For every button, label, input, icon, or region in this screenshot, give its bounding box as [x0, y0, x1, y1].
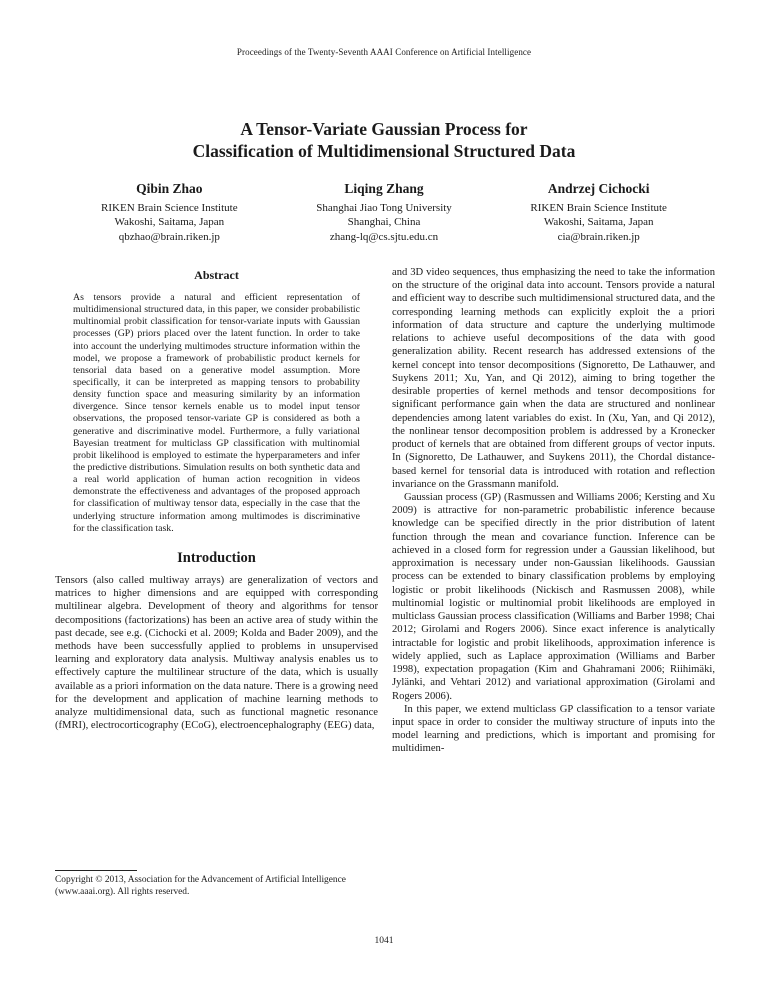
paper-title-line-2: Classification of Multidimensional Structured Data — [192, 141, 576, 162]
author-affiliation: RIKEN Brain Science Institute — [530, 202, 667, 214]
abstract-text: As tensors provide a natural and efficient representation of multidimensional structured data, in this paper, we consider probabilistic multinomial probit classification for tensor-variate inputs with Gaussian processes (GP) priors placed over the latent function. In order to take into account the underlying multimodes structure information within the model, we propose a framework of probabilistic product kernels for tensorial data based on a generative model assumption. More specifically, it can be interpreted as mapping tensors to probability density function space and measuring similarity by an information divergence. Since tensor kernels enable us to model input tensor observations, the proposed tensor-variate GP is considered as both a generative and discriminative model. Furthermore, a fully variational Bayesian treatment for multiclass GP classification with multinomial probit likelihood is employed to estimate the hyperparameters and infer the predictive distributions. Simulation results on both synthetic data and a real world application of human action recognition in videos demonstrate the effectiveness and advantages of the proposed approach for classification of multiway tensor data, especially in the case that the underlying structure information among multimodes is discriminative for the classification task. — [73, 292, 360, 534]
copyright-text: Copyright © 2013, Association for the Advancement of Artificial Intelligence (www.aaai.org). All rights reserved. — [55, 874, 346, 897]
author-affiliation: RIKEN Brain Science Institute — [101, 202, 238, 214]
author-name: Qibin Zhao — [136, 181, 203, 196]
author-location: Shanghai, China — [347, 216, 421, 229]
right-column — [392, 266, 715, 898]
author-list — [62, 181, 706, 244]
author-location: Wakoshi, Saitama, Japan — [543, 216, 654, 229]
author-location: Wakoshi, Saitama, Japan — [114, 216, 225, 229]
paper-title — [0, 118, 768, 163]
author-block — [277, 181, 492, 244]
abstract-heading: Abstract — [194, 268, 239, 282]
paper-title-line-1: A Tensor-Variate Gaussian Process for — [240, 119, 528, 139]
section-heading-introduction: Introduction — [177, 549, 256, 566]
author-name: Liqing Zhang — [344, 181, 424, 196]
two-column-body — [55, 266, 715, 898]
author-block — [491, 181, 706, 244]
body-paragraph: Gaussian process (GP) (Rasmussen and Williams 2006; Kersting and Xu 2009) is attractive for non-parametric probabilistic inference because knowledge can be specified directly in the prior distribution of latent function through the mean and covariance function. Inference can be achieved in a closed form for regression under a Gaussian likelihood, but approximation is necessary under non-Gaussian likelihoods. Gaussian process can be extended to binary classification problems by employing logistic or probit likelihoods (Nickisch and Rasmussen 2008), while multinomial logistic or multinomial probit likelihoods are employed in multiclass Gaussian process classification (Williams and Barber 1998; Chai 2012; Girolami and Rogers 2006). Since exact inference is analytically intractable for logistic and probit likelihoods, approximation inference is widely applied, such as Laplace approximation (Williams and Barber 1998), expectation propagation (Kim and Ghahramani 2006; Riihimäki, Jylänki, and Vehtari 2012) and variational approximation (Girolami and Rogers 2006). — [392, 491, 715, 702]
abstract-section — [73, 266, 360, 535]
page-number: 1041 — [374, 936, 394, 946]
author-block — [62, 181, 277, 244]
introduction-paragraph: Tensors (also called multiway arrays) are generalization of vectors and matrices to higher dimensions and are equipped with corresponding multilinear algebra. Development of theory and algorithms for tensor decompositions (factorizations) has been an active area of study within the past decade, see e.g. (Cichocki et al. 2009; Kolda and Bader 2009), and the methods have been successfully applied to problems in unsupervised learning and exploratory data analysis. Multiway analysis enables us to effectively capture the multilinear structure of the data, which is usually available as a priori information on the data nature. There is a growing need for the development and application of machine learning methods to analyze multidimensional data, such as functional magnetic resonance (fMRI), electrocorticography (ECoG), electroencephalography (EEG) data, — [55, 574, 378, 732]
conference-header: Proceedings of the Twenty-Seventh AAAI Conference on Artificial Intelligence — [236, 47, 532, 57]
author-name: Andrzej Cichocki — [547, 181, 650, 196]
left-column — [55, 266, 378, 898]
copyright-footnote — [55, 870, 378, 898]
footnote-rule — [55, 870, 137, 871]
author-affiliation: Shanghai Jiao Tong University — [316, 202, 452, 214]
body-paragraph: and 3D video sequences, thus emphasizing the need to take the information on the structure of the original data into account. Tensors provide a natural and efficient way to describe such multidimensional structured data, and the corresponding learning methods can explicitly exploit the a priori information of data structure and capture the underlying multimode relations to achieve useful decompositions of the data with good generalization ability. Recent research has addressed extensions of the kernel concept into tensor decompositions (Signoretto, De Lathauwer, and Suykens 2011; Xu, Yan, and Qi 2012), aiming to bring together the desirable properties of kernel methods and tensor decompositions for significant performance gain when the data are structured and nonlinear dependencies among latent variables do exist. In (Xu, Yan, and Qi 2012), the nonlinear tensor decomposition problem is addressed by a Kronecker product of kernels that are obtained from different groups of vector inputs. In (Signoretto, De Lathauwer, and Suykens 2011), the Chordal distance-based kernel for tensorial data is introduced with rotation and reflection invariance on the Grassmann manifold. — [392, 267, 715, 490]
body-paragraph: In this paper, we extend multiclass GP classification to a tensor variate input space in order to consider the multiway structure of inputs into the model learning and predictions, which is important and promising for multidimen- — [392, 703, 715, 755]
author-email: cia@brain.riken.jp — [557, 230, 640, 243]
author-email: qbzhao@brain.riken.jp — [118, 230, 220, 243]
author-email: zhang-lq@cs.sjtu.edu.cn — [329, 230, 439, 243]
